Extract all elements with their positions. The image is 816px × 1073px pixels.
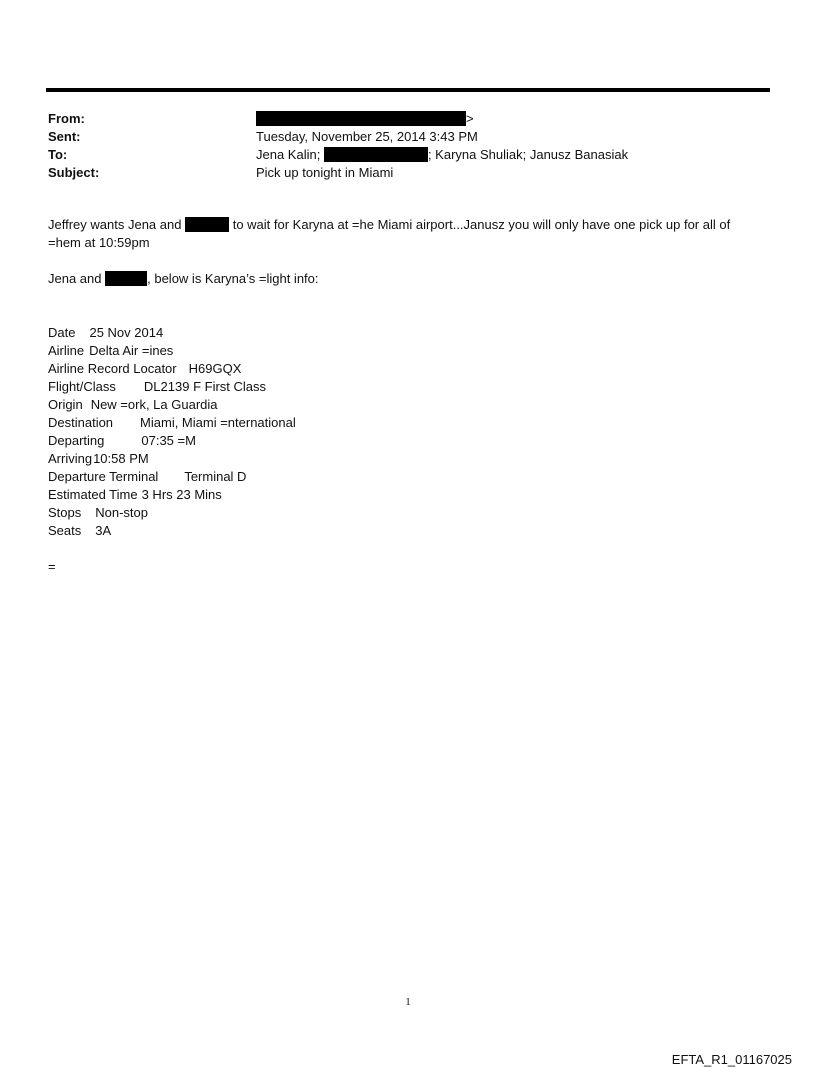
body-paragraph-2 — [48, 270, 763, 288]
flight-row — [48, 342, 763, 360]
body-text: , below is Karyna’s =light info: — [147, 271, 319, 286]
flight-row — [48, 468, 763, 486]
trailing-text: = — [48, 559, 56, 574]
flight-row — [48, 396, 763, 414]
flight-info — [48, 324, 763, 540]
body-text: =hem at 10:59pm — [48, 235, 150, 250]
flight-label: Flight/Class — [48, 379, 116, 394]
redaction-box — [256, 111, 466, 126]
email-body — [48, 216, 763, 576]
flight-value: H69GQX — [188, 361, 242, 376]
flight-label: Departure Terminal — [48, 469, 159, 484]
flight-row — [48, 324, 763, 342]
redaction-box — [105, 271, 147, 286]
flight-label: Origin — [48, 397, 83, 412]
flight-label: Destination — [48, 415, 114, 430]
flight-row — [48, 432, 763, 450]
sent-label: Sent: — [48, 129, 81, 144]
document-id: EFTA_R1_01167025 — [671, 1052, 792, 1067]
flight-label: Arriving — [48, 451, 93, 466]
sent-value: Tuesday, November 25, 2014 3:43 PM — [256, 129, 478, 144]
from-value — [256, 110, 474, 128]
flight-row — [48, 378, 763, 396]
body-paragraph-1 — [48, 216, 763, 252]
flight-row — [48, 504, 763, 522]
flight-row — [48, 450, 763, 468]
to-recipient-1: Jena Kalin; — [256, 147, 321, 162]
flight-value: 07:35 =M — [141, 433, 196, 448]
flight-value: 25 Nov 2014 — [89, 325, 164, 340]
flight-value: 3 Hrs 23 Mins — [141, 487, 222, 502]
flight-value: Terminal D — [184, 469, 247, 484]
from-suffix: > — [466, 111, 474, 126]
from-label: From: — [48, 111, 85, 126]
flight-label: Stops — [48, 505, 82, 520]
flight-row — [48, 360, 763, 378]
subject-value: Pick up tonight in Miami — [256, 165, 394, 180]
header-rule — [46, 88, 770, 92]
flight-row — [48, 414, 763, 432]
redaction-box — [324, 147, 428, 162]
to-value — [256, 146, 628, 164]
flight-label: Departing — [48, 433, 105, 448]
subject-label: Subject: — [48, 165, 100, 180]
to-recipients-rest: ; Karyna Shuliak; Janusz Banasiak — [427, 147, 629, 162]
flight-row — [48, 486, 763, 504]
flight-row — [48, 522, 763, 540]
flight-label: Date — [48, 325, 76, 340]
flight-value: Non-stop — [95, 505, 148, 520]
flight-label: Airline Record Locator — [48, 361, 177, 376]
flight-value: 10:58 PM — [93, 451, 149, 466]
flight-value: Delta Air =ines — [89, 343, 174, 358]
flight-value: New =ork, La Guardia — [90, 397, 218, 412]
flight-label: Estimated Time — [48, 487, 138, 502]
flight-label: Seats — [48, 523, 82, 538]
redaction-box — [185, 217, 229, 232]
flight-value: 3A — [95, 523, 112, 538]
flight-label: Airline — [48, 343, 85, 358]
to-label: To: — [48, 147, 68, 162]
body-text: to wait for Karyna at =he Miami airport...Janusz you will only have one pick up for all of — [232, 217, 731, 232]
body-text: Jena and — [48, 271, 102, 286]
flight-value: Miami, Miami =nternational — [140, 415, 296, 430]
page-number: 1 — [405, 996, 411, 1008]
flight-value: DL2139 F First Class — [143, 379, 267, 394]
body-text: Jeffrey wants Jena and — [48, 217, 182, 232]
